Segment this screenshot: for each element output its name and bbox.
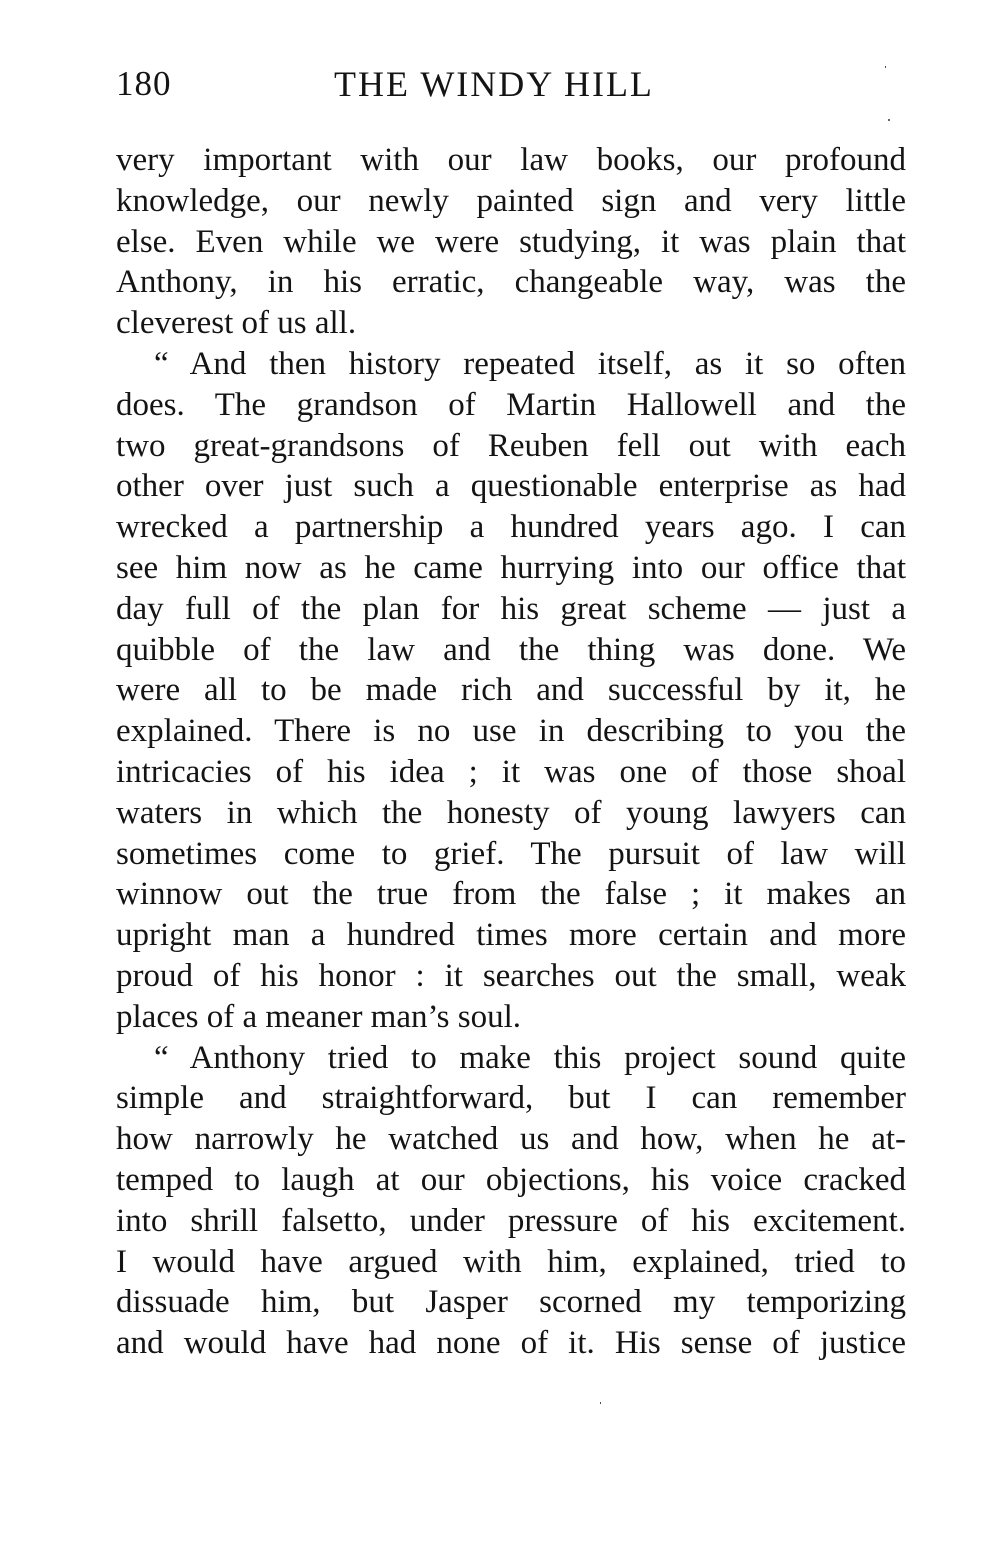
text-line: day full of the plan for his great scheme — just a xyxy=(116,590,906,627)
scan-speck xyxy=(888,119,890,121)
paragraph-start-line: “ Anthony tried to make this project sound quite xyxy=(154,1039,906,1076)
text-line: intricacies of his idea ; it was one of those shoal xyxy=(116,753,906,790)
paragraph-start-line: “ And then history repeated itself, as it so often xyxy=(154,345,906,382)
text-line: does. The grandson of Martin Hallowell and the xyxy=(116,386,906,423)
text-line: other over just such a questionable enterprise as had xyxy=(116,468,906,505)
text-line: winnow out the true from the false ; it makes an xyxy=(116,876,906,913)
text-line: into shrill falsetto, under pressure of his excitement. xyxy=(116,1202,906,1239)
text-line: knowledge, our newly painted sign and very little xyxy=(116,182,906,219)
text-line: very important with our law books, our profound xyxy=(116,142,906,178)
text-line: upright man a hundred times more certain and more xyxy=(116,917,906,954)
text-line: proud of his honor : it searches out the small, weak xyxy=(116,957,906,994)
text-line: simple and straightforward, but I can remember xyxy=(116,1080,906,1117)
text-line: quibble of the law and the thing was done. We xyxy=(116,631,906,668)
text-line: explained. There is no use in describing to you the xyxy=(116,713,906,750)
text-line: how narrowly he watched us and how, when he at- xyxy=(116,1121,906,1158)
text-line: temped to laugh at our objections, his voice cracked xyxy=(116,1161,906,1198)
text-line: Anthony, in his erratic, changeable way, was the xyxy=(116,264,906,301)
text-line: places of a meaner man’s soul. xyxy=(116,998,522,1035)
text-line: cleverest of us all. xyxy=(116,305,357,342)
body-text xyxy=(116,140,906,1364)
text-line: two great-grandsons of Reuben fell out with each xyxy=(116,427,906,464)
text-line: waters in which the honesty of young lawyers can xyxy=(116,794,906,831)
text-line: I would have argued with him, explained, tried to xyxy=(116,1243,906,1280)
text-line: dissuade him, but Jasper scorned my temporizing xyxy=(116,1284,906,1321)
scan-speck xyxy=(885,66,886,68)
text-line: and would have had none of it. His sense of justice xyxy=(116,1325,906,1362)
text-line: else. Even while we were studying, it was plain that xyxy=(116,223,906,260)
text-line: were all to be made rich and successful by it, he xyxy=(116,672,906,709)
text-line: sometimes come to grief. The pursuit of law will xyxy=(116,835,906,872)
running-head xyxy=(116,62,906,112)
running-title: THE WINDY HILL xyxy=(334,64,654,104)
scan-speck xyxy=(600,1402,601,1404)
page-number: 180 xyxy=(116,64,172,103)
text-line: see him now as he came hurrying into our office that xyxy=(116,549,906,586)
text-line: wrecked a partnership a hundred years ago. I can xyxy=(116,509,906,546)
